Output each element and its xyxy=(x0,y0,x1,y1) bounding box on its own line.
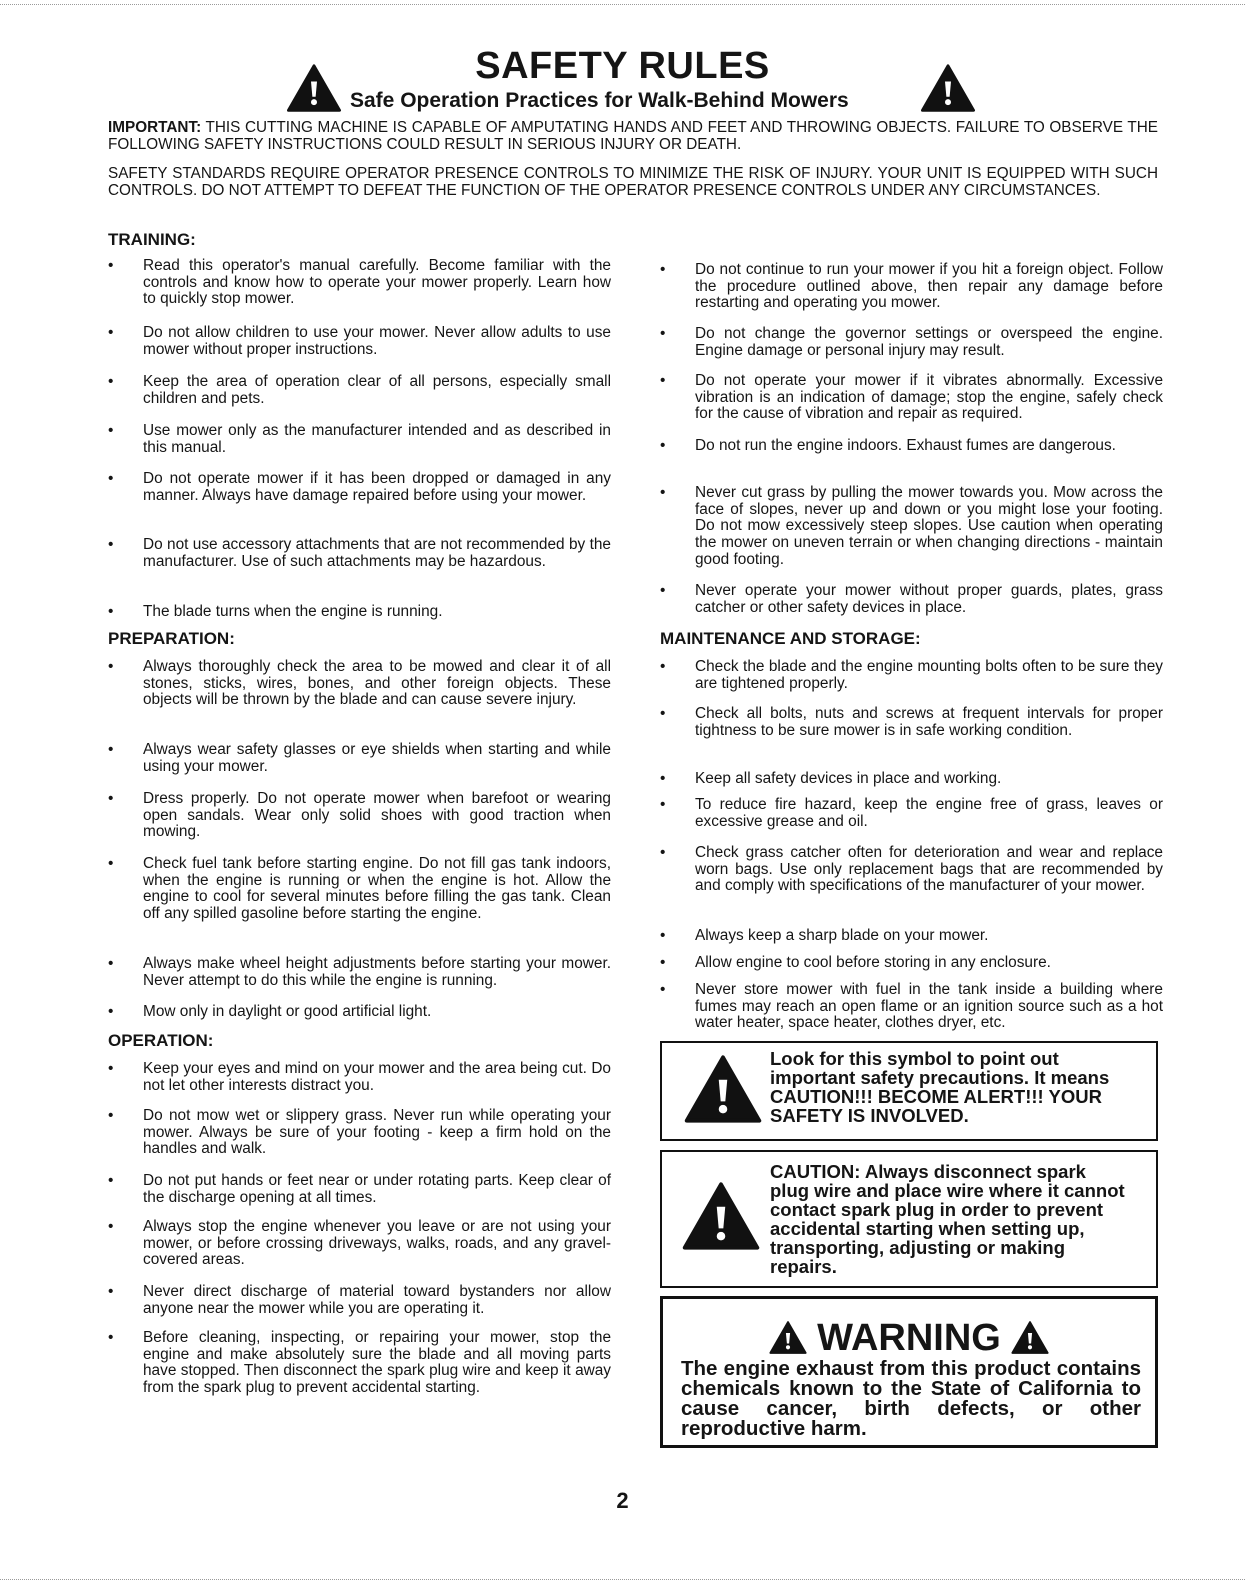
important-text: THIS CUTTING MACHINE IS CAPABLE OF AMPUTATING HANDS AND FEET AND THROWING OBJECTS. FAILURE TO OBSERVE THE FOLLOWING SAFETY INSTRUCTIONS COULD RESULT IN SERIOUS INJURY OR DEATH. xyxy=(108,119,1158,153)
training-item: • Do not allow children to use your mower. Never allow adults to use mower without proper instructions. xyxy=(108,324,611,358)
training-item: • Read this operator's manual carefully. Become familiar with the controls and know how to operate your mower properly. Learn how to quickly stop mower. xyxy=(108,257,611,308)
maintenance-item: • Never store mower with fuel in the tank inside a building where fumes may reach an open flame or an ignition source such as a hot water heater, space heater, clothes dryer, etc. xyxy=(660,981,1163,1032)
operation-item: • Do not continue to run your mower if you hit a foreign object. Follow the procedure outlined above, then repair any damage before restarting and operating you mower. xyxy=(660,261,1163,312)
bullet-icon: • xyxy=(660,844,666,861)
bullet-icon: • xyxy=(108,1003,114,1020)
page-number: 2 xyxy=(616,1488,629,1513)
bullet-icon: • xyxy=(108,1172,114,1189)
bullet-icon: • xyxy=(108,855,114,872)
training-item: • Keep the area of operation clear of all persons, especially small children and pets. xyxy=(108,373,611,407)
preparation-item: • Always thoroughly check the area to be mowed and clear it of all stones, sticks, wires, bones, and other foreign objects. These objects will be thrown by the blade and can cause severe injury. xyxy=(108,658,611,709)
training-item: • Do not use accessory attachments that are not recommended by the manufacturer. Use of such attachments may be hazardous. xyxy=(108,536,611,570)
bullet-icon: • xyxy=(108,1329,114,1346)
training-item: • The blade turns when the engine is running. xyxy=(108,603,443,620)
bullet-icon: • xyxy=(108,1218,114,1235)
safety-standards-notice: SAFETY STANDARDS REQUIRE OPERATOR PRESENCE CONTROLS TO MINIMIZE THE RISK OF INJURY. YOUR UNIT IS EQUIPPED WITH SUCH CONTROLS. DO NOT ATTEMPT TO DEFEAT THE FUNCTION OF THE OPERATOR PRESENCE CONTROLS UNDER ANY CIRCUMSTANCES. xyxy=(108,165,1158,199)
operation-item: • Never direct discharge of material toward bystanders nor allow anyone near the mower while you are operating it. xyxy=(108,1283,611,1317)
bullet-icon: • xyxy=(108,257,114,274)
important-label: IMPORTANT: xyxy=(108,119,202,136)
preparation-item: • Check fuel tank before starting engine. Do not fill gas tank indoors, when the engine is running or when the engine is hot. Allow the engine to cool for several minutes before filling the gas tank. Clean off any spilled gasoline before starting the engine. xyxy=(108,855,611,923)
bullet-icon: • xyxy=(108,536,114,553)
operation-item: • Never cut grass by pulling the mower towards you. Mow across the face of slopes, never up and down or you might lose your footing. Do not mow excessively steep slopes. Use caution when operating the mower on uneven terrain or when changing directions - maintain good footing. xyxy=(660,484,1163,568)
bullet-icon: • xyxy=(108,658,114,675)
operation-item: • Always stop the engine whenever you leave or are not using your mower, or before crossing driveways, walks, roads, and any gravel-covered areas. xyxy=(108,1218,611,1269)
bullet-icon: • xyxy=(108,373,114,390)
training-item: • Use mower only as the manufacturer intended and as described in this manual. xyxy=(108,422,611,456)
operation-item: • Before cleaning, inspecting, or repairing your mower, stop the engine and make absolutely sure the blade and all moving parts have stopped. Then disconnect the spark plug wire and keep it away from the spark plug to prevent accidental starting. xyxy=(108,1329,611,1397)
operation-item: • Keep your eyes and mind on your mower and the area being cut. Do not let other interests distract you. xyxy=(108,1060,611,1094)
warning-title xyxy=(663,1317,1155,1357)
prop65-warning-box xyxy=(660,1296,1158,1448)
operation-item: • Never operate your mower without proper guards, plates, grass catcher or other safety devices in place. xyxy=(660,582,1163,616)
training-heading: TRAINING: xyxy=(108,230,196,249)
symbol-explanation-box xyxy=(660,1041,1158,1141)
bullet-icon: • xyxy=(660,582,666,599)
page-subtitle: Safe Operation Practices for Walk-Behind Mowers xyxy=(350,89,849,112)
warning-triangle-icon xyxy=(769,1321,807,1354)
caution-text: CAUTION: Always disconnect spark plug wire and place wire where it cannot contact spark plug in order to prevent accidental starting when setting up, transporting, adjusting or making repairs. xyxy=(770,1161,1125,1277)
bullet-icon: • xyxy=(108,1107,114,1124)
bullet-icon: • xyxy=(660,927,666,944)
operation-item: • Do not put hands or feet near or under rotating parts. Keep clear of the discharge opening at all times. xyxy=(108,1172,611,1206)
maintenance-item: • Check all bolts, nuts and screws at frequent intervals for proper tightness to be sure mower is in safe working condition. xyxy=(660,705,1163,739)
operation-item: • Do not mow wet or slippery grass. Never run while operating your mower. Always be sure of your footing - keep a firm hold on the handles and walk. xyxy=(108,1107,611,1158)
operation-item: • Do not operate your mower if it vibrates abnormally. Excessive vibration is an indication of damage; stop the engine, safely check for the cause of vibration and repair as required. xyxy=(660,372,1163,423)
warning-triangle-icon xyxy=(682,1182,760,1250)
warning-text: The engine exhaust from this product contains chemicals known to the State of California to cause cancer, birth defects, or other reproductive harm. xyxy=(681,1357,1141,1440)
symbol-explanation-text: Look for this symbol to point out important safety precautions. It means CAUTION!!! BECOME ALERT!!! YOUR SAFETY IS INVOLVED. xyxy=(770,1048,1110,1126)
bullet-icon: • xyxy=(108,790,114,807)
bullet-icon: • xyxy=(660,981,666,998)
preparation-item: • Dress properly. Do not operate mower when barefoot or wearing open sandals. Wear only solid shoes with good traction when mowing. xyxy=(108,790,611,841)
bullet-icon: • xyxy=(108,741,114,758)
maintenance-item: • Allow engine to cool before storing in any enclosure. xyxy=(660,954,1051,971)
bullet-icon: • xyxy=(108,603,114,620)
maintenance-item: • Check grass catcher often for deterioration and wear and replace worn bags. Use only replacement bags that are recommended by and comply with specifications of the manufacturer of your mower. xyxy=(660,844,1163,895)
bullet-icon: • xyxy=(108,470,114,487)
maintenance-item: • Keep all safety devices in place and working. xyxy=(660,770,1002,787)
bullet-icon: • xyxy=(660,325,666,342)
bullet-icon: • xyxy=(660,705,666,722)
bullet-icon: • xyxy=(660,484,666,501)
preparation-heading: PREPARATION: xyxy=(108,629,235,648)
training-item: • Do not operate mower if it has been dropped or damaged in any manner. Always have damage repaired before using your mower. xyxy=(108,470,611,504)
maintenance-item: • Always keep a sharp blade on your mower. xyxy=(660,927,989,944)
bullet-icon: • xyxy=(660,796,666,813)
maintenance-item: • To reduce fire hazard, keep the engine free of grass, leaves or excessive grease and oil. xyxy=(660,796,1163,830)
warning-title-label: WARNING xyxy=(817,1316,1001,1359)
bullet-icon: • xyxy=(660,261,666,278)
preparation-item: • Always wear safety glasses or eye shields when starting and while using your mower. xyxy=(108,741,611,775)
bullet-icon: • xyxy=(108,1060,114,1077)
bullet-icon: • xyxy=(108,955,114,972)
operation-item: • Do not run the engine indoors. Exhaust fumes are dangerous. xyxy=(660,437,1116,454)
bullet-icon: • xyxy=(108,324,114,341)
preparation-item: • Always make wheel height adjustments before starting your mower. Never attempt to do this while the engine is running. xyxy=(108,955,611,989)
bullet-icon: • xyxy=(108,1283,114,1300)
operation-item: • Do not change the governor settings or overspeed the engine. Engine damage or personal injury may result. xyxy=(660,325,1163,359)
operation-heading: OPERATION: xyxy=(108,1031,214,1050)
warning-triangle-icon xyxy=(684,1055,762,1123)
caution-box xyxy=(660,1150,1158,1288)
maintenance-item: • Check the blade and the engine mounting bolts often to be sure they are tightened properly. xyxy=(660,658,1163,692)
bullet-icon: • xyxy=(660,658,666,675)
page-title: SAFETY RULES xyxy=(475,45,770,87)
bullet-icon: • xyxy=(108,422,114,439)
preparation-item: • Mow only in daylight or good artificial light. xyxy=(108,1003,432,1020)
bullet-icon: • xyxy=(660,437,666,454)
maintenance-heading: MAINTENANCE AND STORAGE: xyxy=(660,629,921,648)
warning-triangle-icon xyxy=(1011,1321,1049,1354)
left-column xyxy=(108,0,611,1585)
bullet-icon: • xyxy=(660,372,666,389)
bullet-icon: • xyxy=(660,954,666,971)
bullet-icon: • xyxy=(660,770,666,787)
